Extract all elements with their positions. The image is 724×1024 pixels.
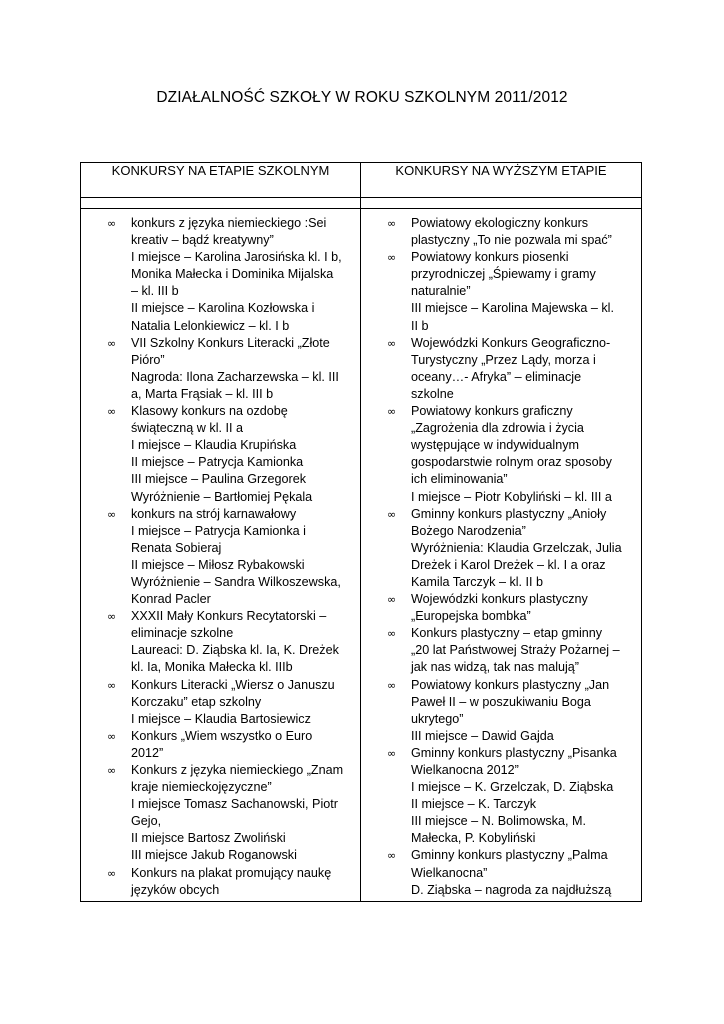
infinity-bullet-icon: ∞ xyxy=(107,336,117,350)
infinity-bullet-icon: ∞ xyxy=(107,866,117,880)
item-text-line: Konkurs z języka niemieckiego „Znam xyxy=(131,763,344,777)
item-text-line: Gminny konkurs plastyczny „Pisanka xyxy=(411,745,617,760)
infinity-bullet-icon: ∞ xyxy=(107,678,117,692)
item-text-line: ich eliminowania” xyxy=(411,472,508,487)
item-text-line: ukrytego” xyxy=(411,711,464,726)
item-text-line: Klasowy konkurs na ozdobę xyxy=(131,404,288,419)
list-item xyxy=(91,215,356,335)
item-text-line: III miejsce Jakub Roganowski xyxy=(131,848,297,863)
item-text-line: świąteczną w kl. II a xyxy=(131,421,243,436)
list-item xyxy=(371,745,637,848)
item-text-line: II miejsce – K. Tarczyk xyxy=(411,797,537,812)
item-text-line: kraje niemieckojęzyczne” xyxy=(131,780,272,795)
item-text-line: „Zagrożenia dla zdrowia i życia xyxy=(411,421,584,436)
item-text-line: przyrodniczej „Śpiewamy i gramy xyxy=(411,267,596,282)
column-header-higher-stage: KONKURSY NA WYŻSZYM ETAPIE xyxy=(361,163,642,198)
item-text-line: Konkurs „Wiem wszystko o Euro xyxy=(131,728,313,743)
list-item xyxy=(91,677,356,728)
item-text-line: Laureaci: D. Ziąbska kl. Ia, K. Dreżek xyxy=(131,643,339,658)
list-item xyxy=(91,335,356,403)
infinity-bullet-icon: ∞ xyxy=(387,746,397,760)
item-text-line: „Europejska bombka” xyxy=(411,609,531,624)
item-text-line: 2012” xyxy=(131,745,164,760)
school-stage-list xyxy=(81,209,360,901)
item-text-line: II b xyxy=(411,318,429,333)
infinity-bullet-icon: ∞ xyxy=(107,217,117,230)
list-item xyxy=(91,762,356,865)
item-text-line: kreativ – bądź kreatywny” xyxy=(131,233,274,248)
list-item xyxy=(371,677,637,745)
item-text-line: Małecka, P. Kobyliński xyxy=(411,831,536,846)
item-text-line: Kamila Tarczyk – kl. II b xyxy=(411,574,544,589)
item-text-line: II miejsce Bartosz Zwoliński xyxy=(131,831,286,846)
page-title: DZIAŁALNOŚĆ SZKOŁY W ROKU SZKOLNYM 2011/2012 xyxy=(156,89,568,106)
spacer-cell xyxy=(361,198,642,209)
spacer-cell xyxy=(81,198,361,209)
item-text-line: Gejo, xyxy=(131,814,162,829)
list-item xyxy=(371,249,637,334)
item-text-line: VII Szkolny Konkurs Literacki „Złote xyxy=(131,335,330,350)
item-text-line: Wojewódzki konkurs plastyczny xyxy=(411,592,588,607)
item-text-line: szkolne xyxy=(411,386,454,401)
item-text-line: eliminacje szkolne xyxy=(131,626,234,641)
item-text-line: naturalnie” xyxy=(411,284,471,299)
item-text-line: Renata Sobieraj xyxy=(131,540,222,555)
item-text-line: – kl. III b xyxy=(131,284,179,299)
infinity-bullet-icon: ∞ xyxy=(387,217,397,230)
higher-stage-list xyxy=(361,209,641,901)
item-text-line: III miejsce – Paulina Grzegorek xyxy=(131,472,306,487)
list-item xyxy=(371,215,637,249)
item-text-line: Konkurs na plakat promujący naukę xyxy=(131,865,332,880)
list-item xyxy=(91,728,356,762)
item-text-line: Wyróżnienie – Sandra Wilkoszewska, xyxy=(131,574,341,589)
item-text-line: języków obcych xyxy=(131,882,220,897)
infinity-bullet-icon: ∞ xyxy=(387,849,397,863)
list-item xyxy=(371,847,637,898)
item-text-line: XXXII Mały Konkurs Recytatorski – xyxy=(131,609,327,624)
item-text-line: oceany…- Afryka” – eliminacje xyxy=(411,369,582,384)
item-text-line: Konkurs Literacki „Wiersz o Januszu xyxy=(131,677,335,692)
infinity-bullet-icon: ∞ xyxy=(387,678,397,692)
item-text-line: Gminny konkurs plastyczny „Anioły xyxy=(411,506,607,521)
item-text-line: III miejsce – N. Bolimowska, M. xyxy=(411,814,586,829)
item-text-line: I miejsce – Karolina Jarosińska kl. I b, xyxy=(131,250,342,265)
infinity-bullet-icon: ∞ xyxy=(107,507,117,521)
item-text-line: a, Marta Frąsiak – kl. III b xyxy=(131,386,274,401)
infinity-bullet-icon: ∞ xyxy=(387,627,397,641)
item-text-line: Powiatowy ekologiczny konkurs xyxy=(411,216,589,230)
list-item xyxy=(371,506,637,591)
item-text-line: Monika Małecka i Dominika Mijalska xyxy=(131,267,334,282)
item-text-line: Powiatowy konkurs graficzny xyxy=(411,404,573,419)
item-text-line: I miejsce Tomasz Sachanowski, Piotr xyxy=(131,797,338,812)
item-text-line: Wyróżnienie – Bartłomiej Pękala xyxy=(131,489,313,504)
item-text-line: Gminny konkurs plastyczny „Palma xyxy=(411,848,608,863)
item-text-line: I miejsce – Klaudia Bartosiewicz xyxy=(131,711,311,726)
infinity-bullet-icon: ∞ xyxy=(387,336,397,350)
competitions-table xyxy=(80,162,642,902)
item-text-line: Konkurs plastyczny – etap gminny xyxy=(411,626,603,641)
item-text-line: Pióro” xyxy=(131,352,165,367)
list-item xyxy=(371,403,637,506)
item-text-line: konkurs na strój karnawałowy xyxy=(131,506,297,521)
item-text-line: Wojewódzki Konkurs Geograficzno- xyxy=(411,335,611,350)
item-text-line: III miejsce – Dawid Gajda xyxy=(411,728,554,743)
item-text-line: II miejsce – Karolina Kozłowska i xyxy=(131,301,315,316)
item-text-line: I miejsce – Klaudia Krupińska xyxy=(131,438,297,453)
list-item xyxy=(371,625,637,676)
item-text-line: I miejsce – K. Grzelczak, D. Ziąbska xyxy=(411,780,614,795)
item-text-line: Bożego Narodzenia” xyxy=(411,523,526,538)
list-item xyxy=(371,335,637,403)
item-text-line: D. Ziąbska – nagroda za najdłuższą xyxy=(411,882,612,897)
item-text-line: „20 lat Państwowej Straży Pożarnej – xyxy=(411,643,620,658)
list-item xyxy=(91,403,356,506)
list-item xyxy=(371,591,637,625)
infinity-bullet-icon: ∞ xyxy=(387,405,397,419)
higher-stage-cell xyxy=(361,209,642,902)
item-text-line: Wielkanocna” xyxy=(411,865,488,880)
infinity-bullet-icon: ∞ xyxy=(107,764,117,777)
infinity-bullet-icon: ∞ xyxy=(387,251,397,265)
item-text-line: Korczaku” etap szkolny xyxy=(131,694,262,709)
item-text-line: występujące w indywidualnym xyxy=(411,438,579,453)
infinity-bullet-icon: ∞ xyxy=(107,405,117,419)
list-item xyxy=(91,865,356,899)
item-text-line: plastyczny „To nie pozwala mi spać” xyxy=(411,233,612,248)
item-text-line: jak nas widzą, tak nas malują” xyxy=(411,660,579,675)
item-text-line: kl. Ia, Monika Małecka kl. IIIb xyxy=(131,660,293,675)
item-text-line: II miejsce – Miłosz Rybakowski xyxy=(131,557,305,572)
infinity-bullet-icon: ∞ xyxy=(387,507,397,521)
item-text-line: Paweł II – w poszukiwaniu Boga xyxy=(411,694,591,709)
item-text-line: I miejsce – Patrycja Kamionka i xyxy=(131,523,306,538)
item-text-line: Wielkanocna 2012” xyxy=(411,763,519,777)
item-text-line: Nagroda: Ilona Zacharzewska – kl. III xyxy=(131,369,339,384)
item-text-line: Konrad Pacler xyxy=(131,592,211,607)
infinity-bullet-icon: ∞ xyxy=(387,593,397,607)
item-text-line: konkurs z języka niemieckiego :Sei xyxy=(131,216,327,230)
item-text-line: II miejsce – Patrycja Kamionka xyxy=(131,455,304,470)
list-item xyxy=(91,506,356,609)
item-text-line: Natalia Lelonkiewicz – kl. I b xyxy=(131,318,290,333)
infinity-bullet-icon: ∞ xyxy=(107,729,117,743)
school-stage-cell xyxy=(81,209,361,902)
column-header-school-stage: KONKURSY NA ETAPIE SZKOLNYM xyxy=(81,163,361,198)
infinity-bullet-icon: ∞ xyxy=(107,610,117,624)
list-item xyxy=(91,608,356,676)
item-text-line: Powiatowy konkurs plastyczny „Jan xyxy=(411,677,610,692)
item-text-line: gospodarstwie rolnym oraz sposoby xyxy=(411,455,612,470)
item-text-line: III miejsce – Karolina Majewska – kl. xyxy=(411,301,614,316)
item-text-line: Powiatowy konkurs piosenki xyxy=(411,250,569,265)
item-text-line: Turystyczny „Przez Lądy, morza i xyxy=(411,352,596,367)
item-text-line: Dreżek i Karol Dreżek – kl. I a oraz xyxy=(411,557,606,572)
item-text-line: Wyróżnienia: Klaudia Grzelczak, Julia xyxy=(411,540,622,555)
item-text-line: I miejsce – Piotr Kobyliński – kl. III a xyxy=(411,489,612,504)
